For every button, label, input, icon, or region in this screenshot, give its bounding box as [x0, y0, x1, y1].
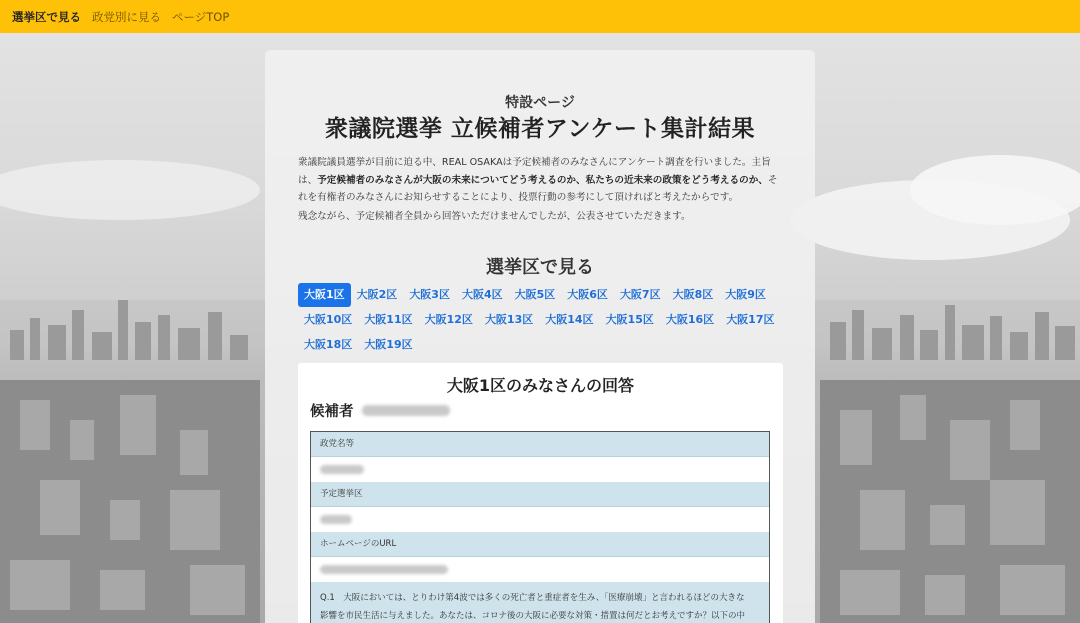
district-button-osaka-6[interactable]: 大阪6区	[567, 287, 608, 301]
nav-link-by-party[interactable]: 政党別に見る	[92, 9, 161, 24]
district-button-osaka-12[interactable]: 大阪12区	[424, 312, 473, 326]
page-eyebrow: 特設ページ	[505, 95, 575, 111]
district-button-osaka-1[interactable]: 大阪1区	[298, 283, 351, 307]
party-value-redacted	[320, 465, 364, 474]
nav-link-page-top[interactable]: ページTOP	[172, 9, 230, 24]
intro-text-part1: 衆議院議員選挙が目前に迫る中、REAL OSAKAは予定候補者のみなさんにアンケート調査を行いました。主旨は、	[298, 157, 771, 186]
answers-panel-title: 大阪1区のみなさんの回答	[446, 376, 635, 395]
page-title: 衆議院選挙 立候補者アンケート集計結果	[324, 116, 756, 142]
top-navbar	[0, 0, 1080, 33]
answers-panel	[298, 363, 783, 623]
homepage-url-redacted	[320, 565, 448, 574]
district-button-osaka-15[interactable]: 大阪15区	[605, 312, 654, 326]
nav-link-by-district[interactable]: 選挙区で見る	[12, 9, 81, 24]
intro-text-bold: 予定候補者のみなさんが大阪の未来についてどう考えるのか、私たちの近未来の政策をどう考えるのか、	[317, 174, 768, 186]
district-button-osaka-2[interactable]: 大阪2区	[356, 287, 398, 301]
question-1	[311, 582, 769, 623]
answer-table-header-district: 予定選挙区	[311, 482, 769, 507]
district-button-osaka-17[interactable]: 大阪17区	[726, 312, 775, 326]
answer-table-header-homepage: ホームページのURL	[311, 532, 769, 557]
intro-paragraph	[298, 154, 784, 207]
candidate-label: 候補者	[310, 404, 354, 420]
answer-table-header-party: 政党名等	[311, 432, 769, 457]
intro-note: 残念ながら、予定候補者全員から回答いただけませんでしたが、公表させていただきます。	[298, 211, 691, 222]
district-button-osaka-4[interactable]: 大阪4区	[461, 287, 503, 301]
answer-table	[310, 431, 770, 623]
answer-table-value-district	[311, 507, 769, 532]
district-button-osaka-14[interactable]: 大阪14区	[545, 312, 594, 326]
district-button-osaka-16[interactable]: 大阪16区	[665, 312, 715, 326]
answer-table-value-party	[311, 457, 769, 482]
district-value-redacted	[320, 515, 352, 524]
district-button-osaka-19[interactable]: 大阪19区	[364, 337, 413, 351]
district-button-osaka-13[interactable]: 大阪13区	[484, 312, 534, 326]
district-button-osaka-5[interactable]: 大阪5区	[514, 287, 556, 301]
district-button-osaka-10[interactable]: 大阪10区	[304, 312, 353, 326]
districts-section-title: 選挙区で見る	[486, 257, 594, 278]
district-row	[298, 332, 788, 357]
district-row	[298, 282, 788, 307]
main-card	[265, 50, 815, 623]
district-button-osaka-18[interactable]: 大阪18区	[304, 337, 353, 351]
answer-table-value-homepage	[311, 557, 769, 582]
district-row	[298, 307, 788, 332]
district-button-osaka-9[interactable]: 大阪9区	[725, 287, 766, 301]
district-button-osaka-8[interactable]: 大阪8区	[672, 287, 714, 301]
district-button-osaka-3[interactable]: 大阪3区	[409, 287, 450, 301]
candidate-header	[310, 400, 450, 421]
intro-text-part2: それを有権者のみなさんにお知らせすることにより、投票行動の参考にして頂ければと考えたからです。	[298, 174, 778, 203]
question-1-line2: 影響を市民生活に与えました。あなたは、コロナ後の大阪に必要な対策・措置は何だとお考えですか？以下の中	[320, 611, 746, 621]
district-button-osaka-11[interactable]: 大阪11区	[364, 312, 413, 326]
district-button-osaka-7[interactable]: 大阪7区	[619, 287, 661, 301]
candidate-name-redacted	[362, 405, 450, 416]
district-button-group	[298, 282, 788, 357]
question-1-line1: Q.1 大阪においては、とりわけ第4波では多くの死亡者と重症者を生み、「医療崩壊」と言われるほどの大きな	[320, 593, 745, 603]
